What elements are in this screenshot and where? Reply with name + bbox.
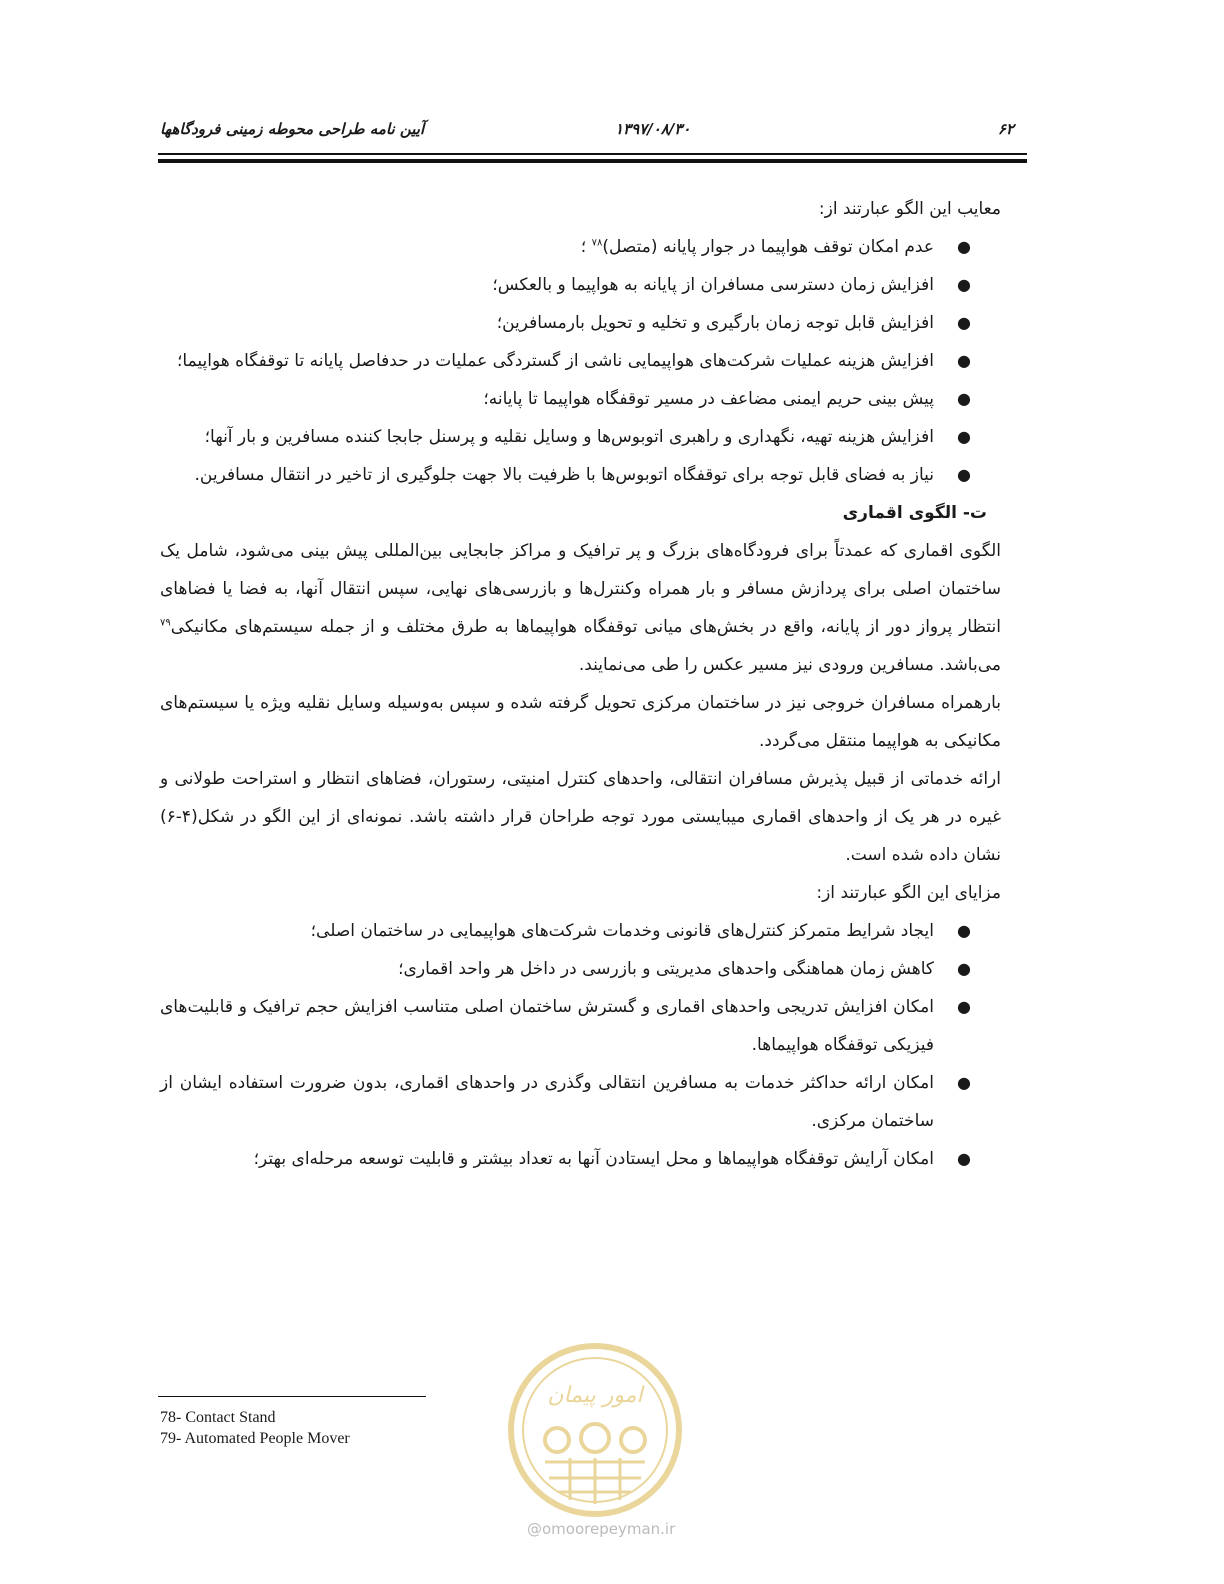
section-heading: ت- الگوی اقماری	[842, 503, 987, 523]
bullet-icon: ●	[957, 237, 971, 256]
bullet-icon: ●	[957, 921, 971, 940]
page-number: ۶۲	[997, 120, 1014, 138]
footnote-79: 79- Automated People Mover	[160, 1430, 350, 1447]
advantages-list	[160, 912, 1029, 1178]
page-body	[160, 190, 1029, 1178]
bullet-icon: ●	[957, 351, 971, 370]
paragraph-1: الگوی اقماری که عمدتاً برای فرودگاه‌های بزرگ و پر ترافیک و مراکز جابجایی بین‌المللی پیش بینی می‌شود، شامل یک ساختمان اصلی برای پردازش مسافر و بار همراه وکنترل‌ها و بازرسی‌های نهایی، سپس انتقال آنها، به فضا یا فضاهای انتظار پرواز دور از پایانه، واقع در بخش‌های میانی توقفگاه هواپیماها به طرق مختلف و از جمله سیستم‌های مکانیکی$^{۷۹}$ می‌باشد. مسافرین ورودی نیز مسیر عکس را طی می‌نمایند.	[160, 541, 1001, 675]
list-item: ● کاهش زمان هماهنگی واحدهای مدیریتی و بازرسی در داخل هر واحد اقماری؛	[160, 950, 1029, 988]
list-item: ● افزایش هزینه عملیات شرکت‌های هواپیمایی ناشی از گستردگی عملیات در حدفاصل پایانه تا توقفگاه هواپیما؛	[160, 342, 1029, 380]
header-rule-thin	[158, 153, 1027, 155]
header-date: ۱۳۹۷/۰۸/۳۰	[615, 120, 691, 138]
paragraph-2: بارهمراه مسافران خروجی نیز در ساختمان مرکزی تحویل گرفته شده و سپس به‌وسیله وسایل نقلیه ویژه یا سیستم‌های مکانیکی به هواپیما منتقل می‌گردد.	[160, 693, 1001, 751]
footnote-ref-79: ۷۹	[160, 617, 171, 629]
list-item: ● پیش بینی حریم ایمنی مضاعف در مسیر توقفگاه هواپیما تا پایانه؛	[160, 380, 1029, 418]
bullet-icon: ●	[957, 465, 971, 484]
header-title: آیین نامه طراحی محوطه زمینی فرودگاهها	[160, 120, 425, 138]
disadvantages-list	[160, 228, 1029, 494]
footnote-rule	[158, 1396, 426, 1397]
bullet-icon: ●	[957, 275, 971, 294]
header-rule-thick	[158, 159, 1027, 163]
advantages-lead: مزایای این الگو عبارتند از:	[816, 883, 1001, 903]
bullet-icon: ●	[957, 1073, 971, 1092]
list-item: ● ایجاد شرایط متمرکز کنترل‌های قانونی وخدمات شرکت‌های هواپیمایی در ساختمان اصلی؛	[160, 912, 1029, 950]
bullet-icon: ●	[957, 427, 971, 446]
bullet-icon: ●	[957, 1149, 971, 1168]
page-header	[160, 120, 1028, 144]
paragraph-3: ارائه خدماتی از قبیل پذیرش مسافران انتقالی، واحدهای کنترل امنیتی، رستوران، فضاهای انتظار و استراحت طولانی و غیره در هر یک از واحدهای اقماری میبایستی مورد توجه طراحان قرار داشته باشد. نمونه‌ای از این الگو در شکل(۴-۶) نشان داده شده است.	[160, 769, 1001, 865]
disadvantages-lead: معایب این الگو عبارتند از:	[818, 199, 1001, 219]
seal-watermark-icon	[505, 1340, 685, 1520]
footnote-78: 78- Contact Stand	[160, 1409, 276, 1426]
bullet-icon: ●	[957, 997, 971, 1016]
svg-text:امور پیمان: امور پیمان	[547, 1383, 643, 1408]
list-item: ● نیاز به فضای قابل توجه برای توقفگاه اتوبوس‌ها با ظرفیت بالا جهت جلوگیری از تاخیر در انتقال مسافرین.	[160, 456, 1029, 494]
list-item: ● افزایش زمان دسترسی مسافران از پایانه به هواپیما و بالعکس؛	[160, 266, 1029, 304]
bullet-icon: ●	[957, 313, 971, 332]
list-item: ● افزایش هزینه تهیه، نگهداری و راهبری اتوبوس‌ها و وسایل نقلیه و پرسنل جابجا کننده مسافرین و بار آنها؛	[152, 418, 1029, 456]
footnotes	[160, 1407, 350, 1449]
bullet-icon: ●	[957, 959, 971, 978]
list-item: ● عدم امکان توقف هواپیما در جوار پایانه (متصل)$^{۷۸}$ ؛	[160, 228, 1029, 266]
list-item: ● افزایش قابل توجه زمان بارگیری و تخلیه و تحویل بارمسافرین؛	[160, 304, 1029, 342]
footnote-ref-78: ۷۸	[591, 237, 603, 249]
bullet-icon: ●	[957, 389, 971, 408]
list-item: ● امکان افزایش تدریجی واحدهای اقماری و گسترش ساختمان اصلی متناسب افزایش حجم ترافیک و قابلیت‌های فیزیکی توقفگاه هواپیماها.	[160, 988, 1029, 1064]
list-item: ● امکان آرایش توقفگاه هواپیماها و محل ایستادن آنها به تعداد بیشتر و قابلیت توسعه مرحله‌ای بهتر؛	[160, 1140, 1029, 1178]
list-item: ● امکان ارائه حداکثر خدمات به مسافرین انتقالی وگذری در واحدهای اقماری، بدون ضرورت استفاده ایشان از ساختمان مرکزی.	[160, 1064, 1029, 1140]
watermark-url: @omoorepeyman.ir	[527, 1520, 676, 1538]
